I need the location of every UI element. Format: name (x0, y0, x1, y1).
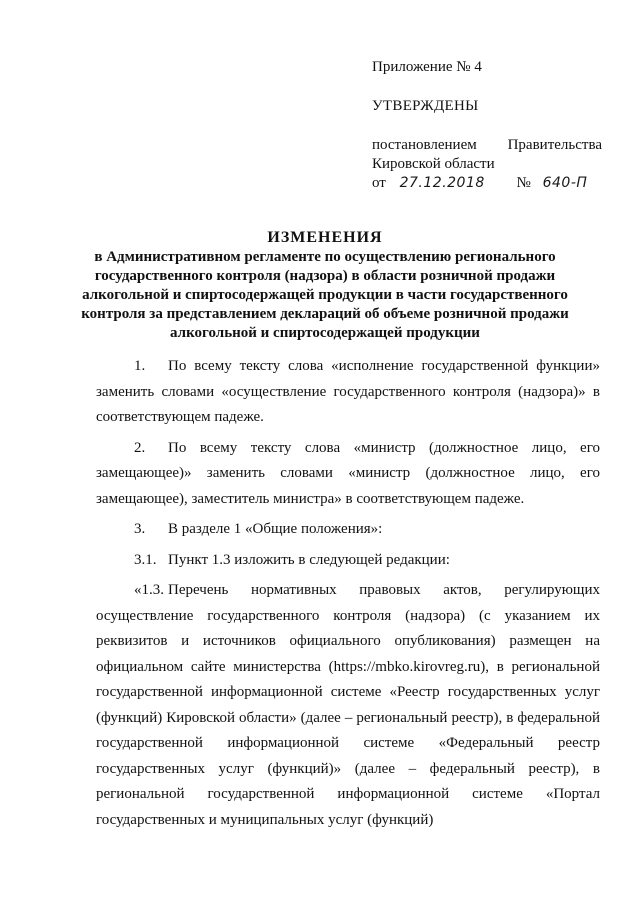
paragraph-item-3 (96, 517, 600, 543)
region-line: Кировской области (372, 156, 495, 172)
appendix-label: Приложение № 4 (372, 59, 482, 75)
handwritten-number: 640-П (542, 175, 588, 191)
paragraph-item-1-3 (96, 578, 600, 833)
item-text: По всему тексту слова «министр (должностное лицо, его замещающее)» заменить словами «министр (должностное лицо, его замещающее), заместитель министра» в соответствующем падеже. (96, 439, 600, 507)
approved-label: УТВЕРЖДЕНЫ (372, 98, 479, 114)
handwritten-date: 27.12.2018 (399, 175, 485, 191)
decree-line (372, 136, 602, 155)
decree-word: постановлением (372, 137, 477, 153)
item-text: По всему тексту слова «исполнение государственной функции» заменить словами «осуществление государственного контроля (надзора)» в соответствующем падеже. (96, 358, 600, 425)
title-line-4: контроля за представлением деклараций об объеме розничной продажи (81, 306, 569, 322)
title-line-3: алкогольной и спиртосодержащей продукции в части государственного (82, 287, 568, 303)
approval-block (372, 58, 602, 193)
title-line-1: в Административном регламенте по осуществлению регионального (94, 249, 556, 265)
from-word: от (372, 175, 386, 191)
document-body (96, 354, 600, 838)
document-title (80, 228, 570, 343)
title-line-2: государственного контроля (надзора) в области розничной продажи (94, 268, 556, 284)
paragraph-item-1 (96, 354, 600, 431)
item-number: 2. (134, 439, 146, 456)
item-text: Перечень нормативных правовых актов, регулирующих осуществление государственного контроля (надзора) (с указанием их реквизитов и источников официального опубликования) размещен на официальном сайте министерства (https://mbko.kirovreg.ru), в региональной государственной информационной системе «Реестр государственных услуг (функций) Кировской области» (далее – региональный реестр), в федеральной государственной информационной системе «Федеральный реестр государственных услуг (функций)» (далее – федеральный реестр), в региональной государственной информационной системе «Портал государственных и муниципальных услуг (функций) (96, 582, 600, 828)
paragraph-item-3-1 (96, 548, 600, 574)
paragraph-item-2 (96, 436, 600, 513)
item-text: В разделе 1 «Общие положения»: (168, 521, 383, 537)
item-number: 3.1. (134, 551, 157, 568)
item-text: Пункт 1.3 изложить в следующей редакции: (168, 551, 450, 568)
date-number-line (372, 174, 602, 193)
number-sign: № (516, 175, 531, 191)
item-number: «1.3. (134, 582, 164, 598)
title-heading: ИЗМЕНЕНИЯ (267, 229, 383, 246)
item-number: 3. (134, 521, 146, 537)
government-word: Правительства (507, 137, 602, 153)
item-number: 1. (134, 358, 146, 374)
title-line-5: алкогольной и спиртосодержащей продукции (170, 325, 480, 341)
